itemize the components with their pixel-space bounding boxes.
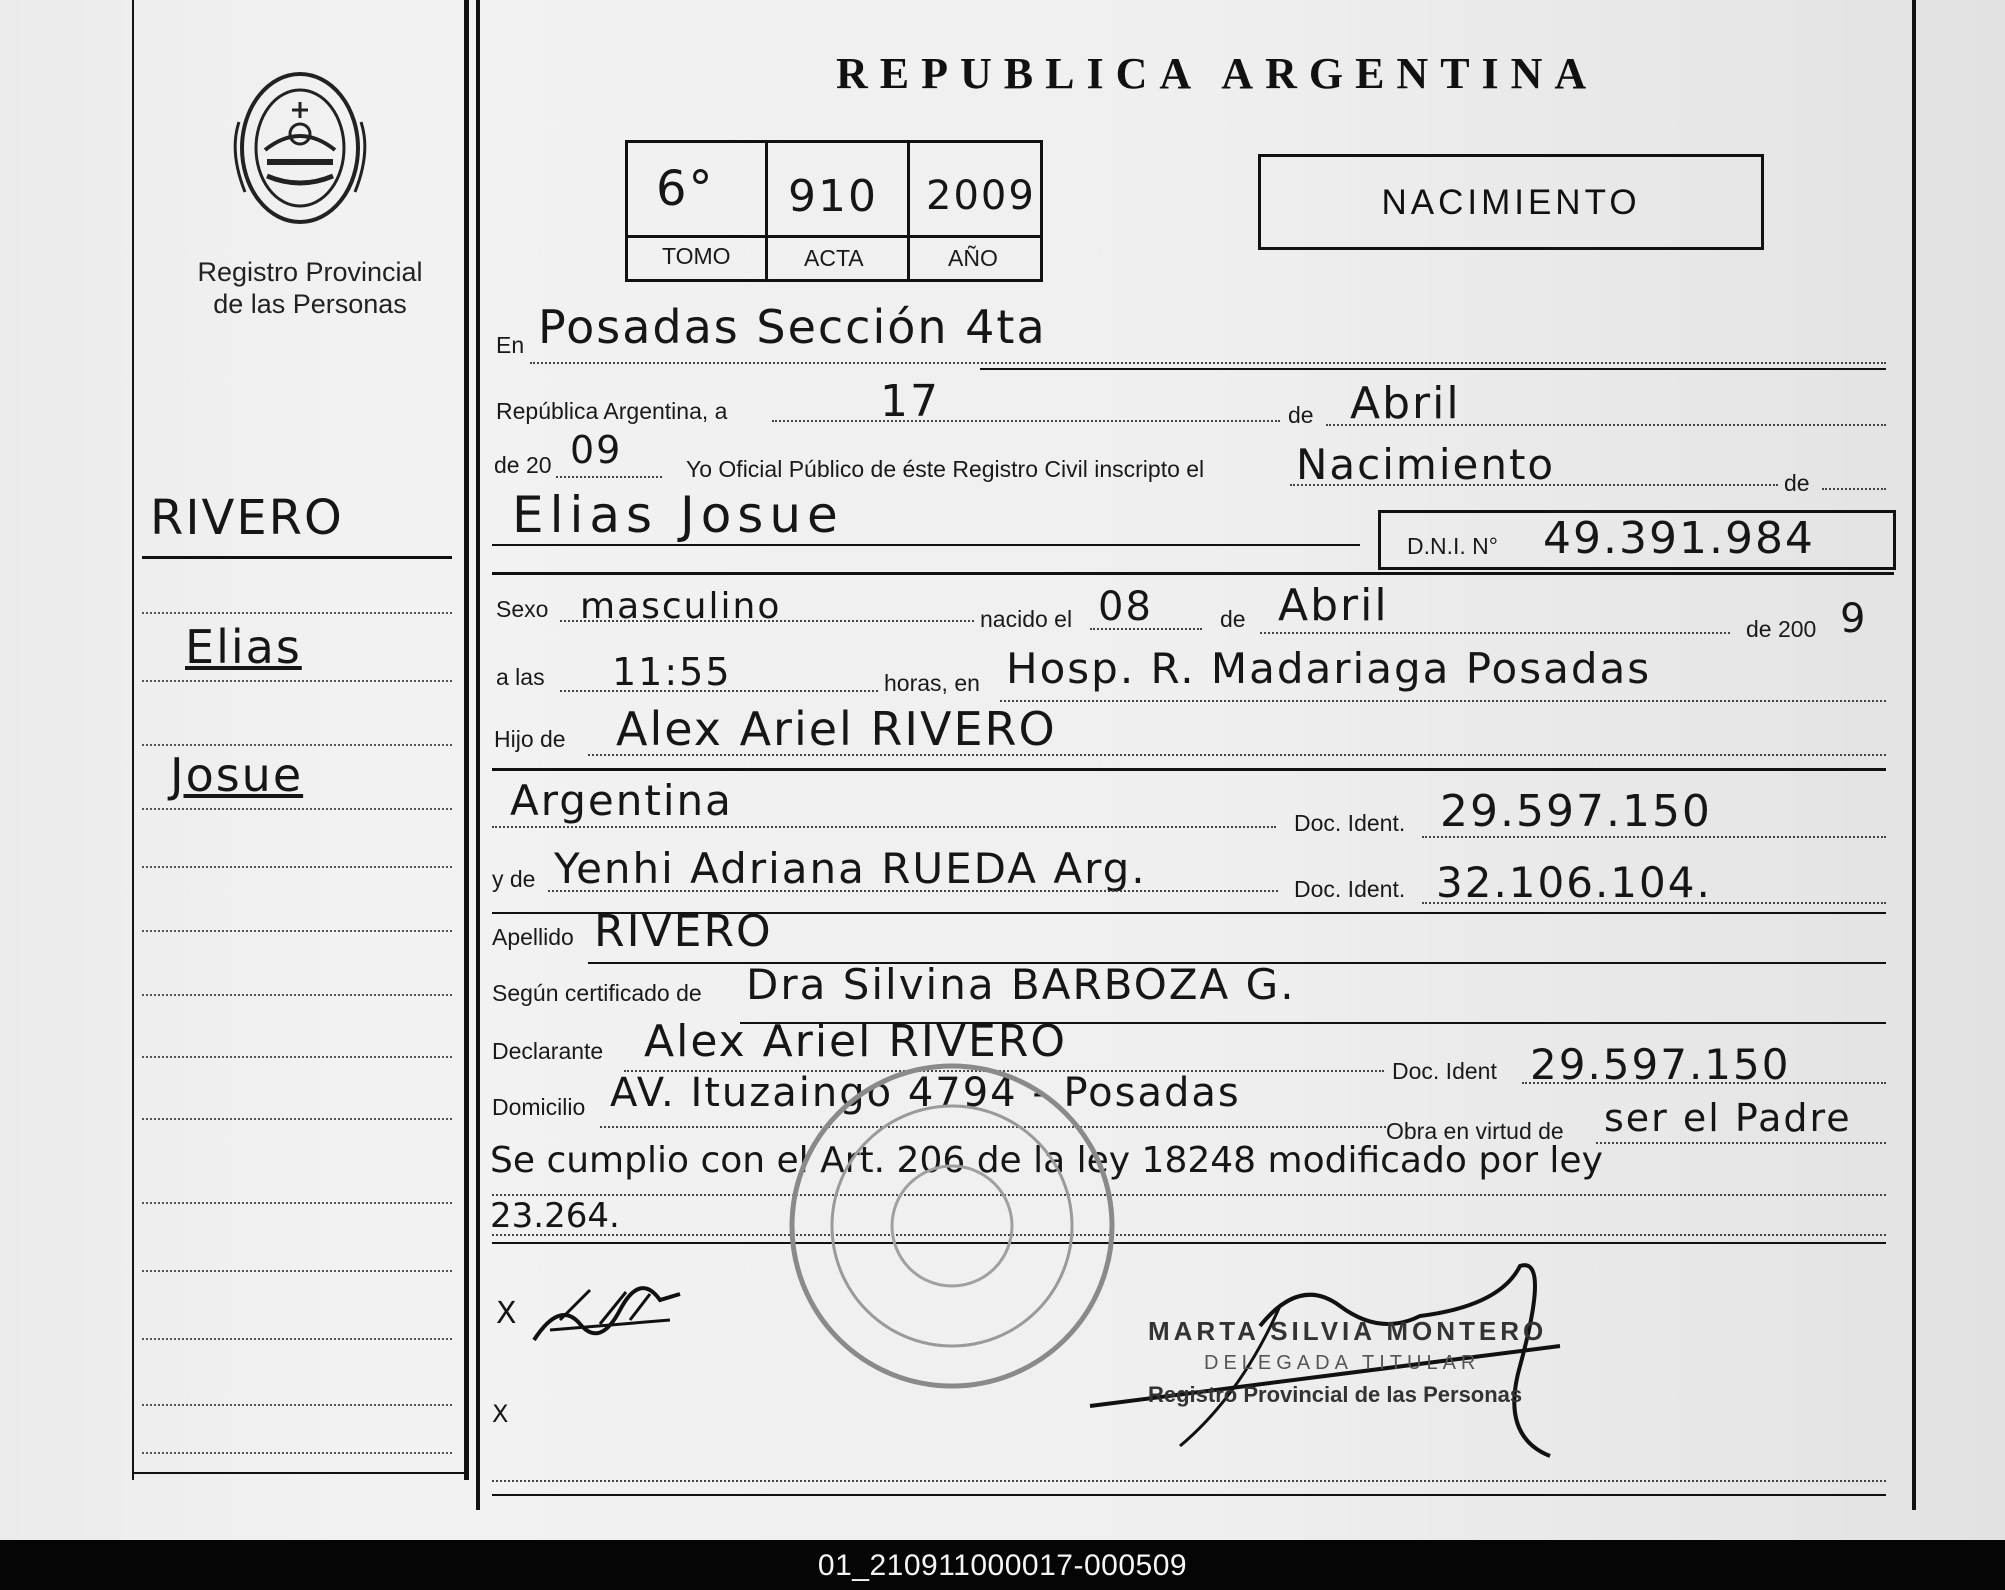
act-type-box (1258, 154, 1764, 250)
field-sexo: masculino (580, 586, 782, 627)
label-republica-a: República Argentina, a (496, 398, 728, 424)
label-doc-ident-2: Doc. Ident. (1294, 876, 1406, 902)
label-domicilio: Domicilio (492, 1094, 586, 1120)
field-dia-nac: 08 (1098, 584, 1153, 630)
field-hora: 11:55 (612, 650, 732, 694)
field-declarante: Alex Ariel RIVERO (644, 1016, 1067, 1067)
label-de: de (1288, 402, 1314, 428)
field-doc-padre: 29.597.150 (1440, 786, 1712, 837)
label-yo-oficial: Yo Oficial Público de éste Registro Civil inscripto el (686, 456, 1205, 482)
official-title: DELEGADA TITULAR (1204, 1352, 1481, 1374)
ledger-line (142, 1202, 452, 1204)
left-ledger-border (132, 0, 134, 1480)
label-doc-ident-3: Doc. Ident (1392, 1058, 1497, 1084)
field-anio-nac-suffix: 9 (1840, 596, 1868, 642)
label-de-mes: de (1220, 606, 1246, 632)
field-nota-1: Se cumplio con el Art. 206 de la ley 18248 modificado por ley (490, 1140, 1603, 1181)
ledger-line (142, 808, 452, 810)
signature-mark-2: X (492, 1400, 511, 1428)
field-doc-declarante: 29.597.150 (1530, 1040, 1791, 1089)
field-apellido: RIVERO (594, 906, 773, 957)
ledger-line (142, 1270, 452, 1272)
signature-mark-1: X (496, 1296, 519, 1331)
label-segun: Según certificado de (492, 980, 702, 1006)
label-de-end: de (1784, 470, 1810, 496)
official-name: MARTA SILVIA MONTERO (1148, 1316, 1548, 1346)
image-id-label: 01_210911000017-000509 (817, 1549, 1188, 1582)
label-de-200: de 200 (1746, 616, 1817, 642)
ledger-line (142, 994, 452, 996)
record-box (625, 140, 1043, 282)
ledger-line (142, 612, 452, 614)
label-obra: Obra en virtud de (1386, 1118, 1564, 1144)
field-padre: Alex Ariel RIVERO (616, 702, 1057, 756)
label-doc-ident-1: Doc. Ident. (1294, 810, 1406, 836)
ledger-line (142, 866, 452, 868)
field-nota-2: 23.264. (490, 1196, 620, 1236)
field-mes-nac: Abril (1278, 580, 1389, 631)
margin-apellido-underline (142, 556, 452, 559)
field-obra: ser el Padre (1604, 1096, 1852, 1140)
field-nacionalidad-padre: Argentina (510, 776, 733, 825)
ledger-line (142, 1118, 452, 1120)
field-certificado: Dra Silvina BARBOZA G. (746, 960, 1296, 1009)
field-lugar-nac: Hosp. R. Madariaga Posadas (1006, 644, 1652, 693)
ledger-line (142, 680, 452, 682)
field-anio-suffix: 09 (570, 428, 623, 472)
margin-nombre-1: Elias (185, 620, 302, 674)
registry-line-1: Registro Provincial (197, 257, 423, 287)
field-domicilio: AV. Ituzaingo 4794 - Posadas (610, 1070, 1241, 1116)
anio-label: AÑO (948, 245, 998, 271)
label-apellido: Apellido (492, 924, 574, 950)
country-title: REPUBLICA ARGENTINA (836, 49, 1599, 98)
label-y-de: y de (492, 866, 536, 892)
field-tipo: Nacimiento (1296, 440, 1556, 489)
label-sexo: Sexo (496, 596, 549, 622)
dni-box (1378, 510, 1896, 570)
field-doc-madre: 32.106.104. (1436, 858, 1712, 907)
form-left-border (476, 0, 480, 1510)
label-en: En (496, 332, 525, 358)
field-dni: 49.391.984 (1543, 513, 1815, 564)
label-hijo-de: Hijo de (494, 726, 566, 752)
seal-emblem-icon (225, 62, 375, 232)
acta-label: ACTA (804, 245, 864, 271)
registry-line-2: de las Personas (213, 289, 407, 319)
label-horas-en: horas, en (884, 670, 980, 696)
label-nacido-el: nacido el (980, 606, 1073, 632)
margin-nombre-2: Josue (170, 748, 304, 802)
act-type-label: NACIMIENTO (1381, 183, 1641, 222)
ledger-divider (464, 0, 469, 1480)
tomo-value: 6° (656, 161, 715, 217)
ledger-line (142, 930, 452, 932)
province-seal (225, 62, 375, 232)
tomo-label: TOMO (662, 243, 731, 269)
official-office: Registro Provincial de las Personas (1148, 1382, 1523, 1407)
form-right-border (1912, 0, 1916, 1510)
ledger-bottom-line (134, 1472, 466, 1474)
acta-value: 910 (788, 171, 878, 222)
ledger-line (142, 1338, 452, 1340)
field-madre: Yenhi Adriana RUEDA Arg. (554, 844, 1147, 893)
ledger-line (142, 744, 452, 746)
field-mes-inscripcion: Abril (1350, 378, 1461, 429)
field-lugar: Posadas Sección 4ta (538, 300, 1047, 354)
registry-name (160, 256, 460, 320)
anio-value: 2009 (926, 173, 1036, 219)
field-dia-inscripcion: 17 (880, 376, 940, 427)
label-de-20: de 20 (494, 452, 552, 478)
official-stamp (782, 1056, 1122, 1396)
stamp-icon (782, 1056, 1122, 1396)
label-a-las: a las (496, 664, 545, 690)
ledger-line (142, 1452, 452, 1454)
label-declarante: Declarante (492, 1038, 604, 1064)
field-nombres: Elias Josue (512, 486, 844, 544)
ledger-line (142, 1404, 452, 1406)
label-dni: D.N.I. N° (1407, 533, 1498, 559)
ledger-line (142, 1056, 452, 1058)
declarant-signature (530, 1280, 690, 1350)
margin-apellido: RIVERO (150, 490, 344, 546)
signature-scribble-icon (530, 1280, 690, 1350)
